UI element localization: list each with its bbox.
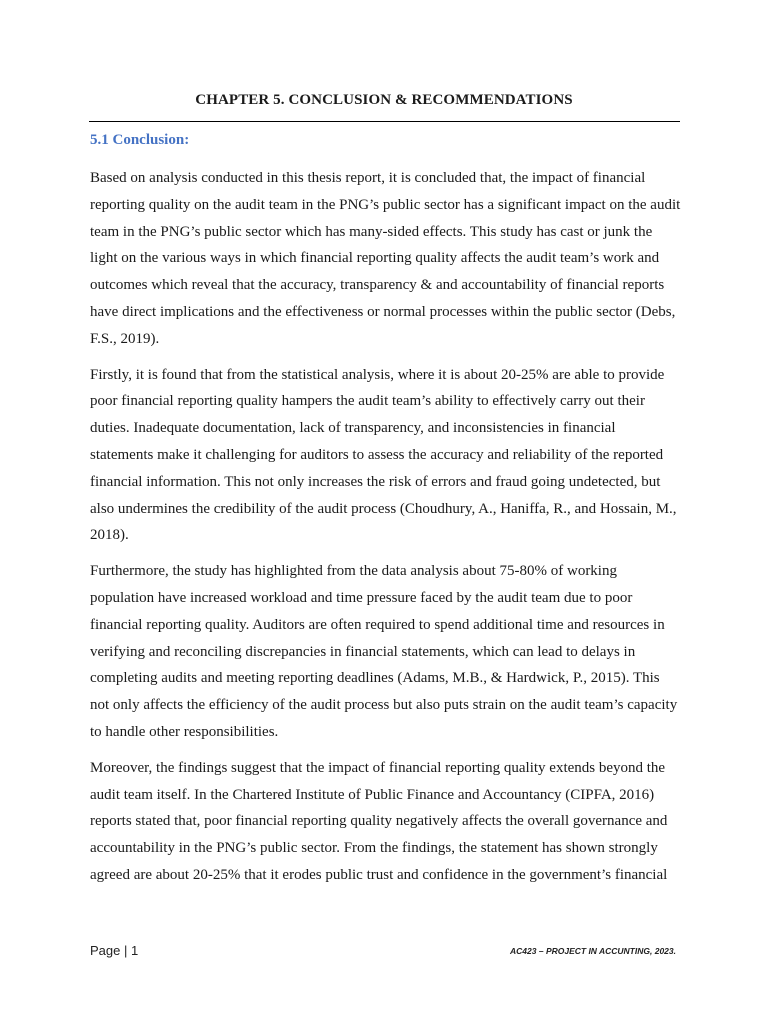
body-text bbox=[90, 165, 682, 898]
page-number: Page | 1 bbox=[90, 943, 139, 958]
chapter-title: CHAPTER 5. CONCLUSION & RECOMMENDATIONS bbox=[195, 92, 573, 108]
paragraph-1: Based on analysis conducted in this thesis report, it is concluded that, the impact of financial reporting quality on the audit team in the PNG’s public sector has a significant impact on the audit team in the PNG’s public sector which has many-sided effects. This study has cast or junk the light on the various ways in which financial reporting quality affects the audit team’s work and outcomes which reveal that the accuracy, transparency & and accountability of financial reports have direct implications and the effectiveness or normal processes within the public sector (Debs, F.S., 2019). bbox=[90, 170, 681, 347]
title-divider bbox=[89, 121, 680, 122]
course-footer: AC423 – PROJECT IN ACCUNTING, 2023. bbox=[510, 946, 676, 956]
section-heading: 5.1 Conclusion: bbox=[90, 132, 190, 148]
paragraph-3: Furthermore, the study has highlighted from the data analysis about 75-80% of working population have increased workload and time pressure faced by the audit team due to poor financial reporting quality. Auditors are often required to spend additional time and resources in verifying and reconciling discrepancies in financial statements, which can lead to delays in completing audits and meeting reporting deadlines (Adams, M.B., & Hardwick, P., 2015). This not only affects the efficiency of the audit process but also puts strain on the audit team’s capacity to handle other responsibilities. bbox=[90, 563, 678, 740]
paragraph-4: Moreover, the findings suggest that the impact of financial reporting quality extends beyond the audit team itself. In the Chartered Institute of Public Finance and Accountancy (CIPFA, 2016) reports stated that, poor financial reporting quality negatively affects the overall governance and accountability in the PNG’s public sector. From the findings, the statement has shown strongly agreed are about 20-25% that it erodes public trust and confidence in the government’s financial bbox=[90, 759, 668, 883]
paragraph-2: Firstly, it is found that from the statistical analysis, where it is about 20-25% are able to provide poor financial reporting quality hampers the audit team’s ability to effectively carry out their duties. Inadequate documentation, lack of transparency, and inconsistencies in financial statements make it challenging for auditors to assess the accuracy and reliability of the reported financial information. This not only increases the risk of errors and fraud going undetected, but also undermines the credibility of the audit process (Choudhury, A., Haniffa, R., and Hossain, M., 2018). bbox=[90, 366, 677, 544]
